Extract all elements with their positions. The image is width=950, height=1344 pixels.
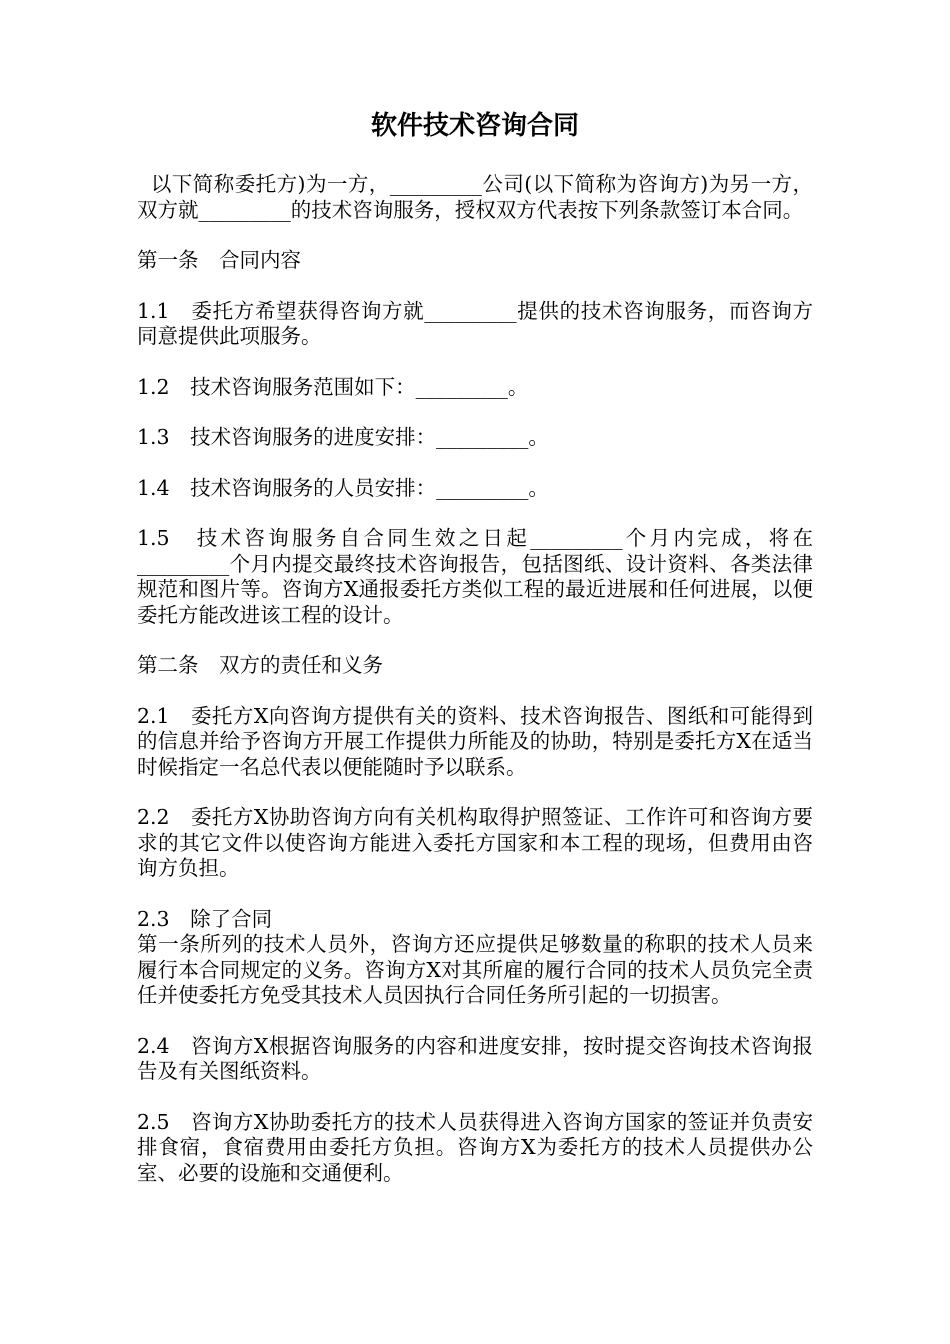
clause-2-1: 2.1 委托方X向咨询方提供有关的资料、技术咨询报告、图纸和可能得到的信息并给予咨询方开展工作提供力所能及的协助，特别是委托方X在适当时候指定一名总代表以便能随时予以联系。 [137, 703, 813, 779]
clause-1-4: 1.4 技术咨询服务的人员安排：_________。 [137, 475, 549, 500]
clause-2-4: 2.4 咨询方X根据咨询服务的内容和进度安排，按时提交咨询技术咨询报告及有关图纸资料。 [137, 1033, 813, 1083]
clause-2-2: 2.2 委托方X协助咨询方向有关机构取得护照签证、工作许可和咨询方要求的其它文件以使咨询方能进入委托方国家和本工程的现场，但费用由咨询方负担。 [137, 805, 813, 880]
clause-1-5: 1.5 技术咨询服务自合同生效之日起_________个月内完成，将在_________个月内提交最终技术咨询报告，包括图纸、设计资料、各类法律规范和图片等。咨询方X通报委托方类似工程的最近进展和任何进展，以便委托方能改进该工程的设计。 [137, 526, 813, 627]
article-1-heading: 第一条 合同内容 [137, 248, 301, 272]
document-title: 软件技术咨询合同 [370, 111, 579, 141]
clause-1-3: 1.3 技术咨询服务的进度安排：_________。 [137, 425, 549, 449]
clause-1-1: 1.1 委托方希望获得咨询方就_________提供的技术咨询服务，而咨询方同意提供此项服务。 [137, 298, 813, 348]
intro-paragraph: 以下简称委托方)为一方，_________公司(以下简称为咨询方)为另一方，双方就_________的技术咨询服务，授权双方代表按下列条款签订本合同。 [137, 172, 813, 222]
clause-2-3-body: 第一条所列的技术人员外，咨询方还应提供足够数量的称职的技术人员来履行本合同规定的义务。咨询方X对其所雇的履行合同的技术人员负完全责任并使委托方免受其技术人员因执行合同任务所引起的一切损害。 [137, 932, 813, 1007]
clause-2-5: 2.5 咨询方X协助委托方的技术人员获得进入咨询方国家的签证并负责安排食宿，食宿费用由委托方负担。咨询方X为委托方的技术人员提供办公室、必要的设施和交通便利。 [137, 1109, 813, 1185]
article-2-heading: 第二条 双方的责任和义务 [137, 653, 383, 677]
document-body [137, 172, 813, 1211]
clause-1-2: 1.2 技术咨询服务范围如下：_________。 [137, 374, 529, 399]
clause-2-3-heading: 2.3 除了合同 [137, 906, 273, 931]
